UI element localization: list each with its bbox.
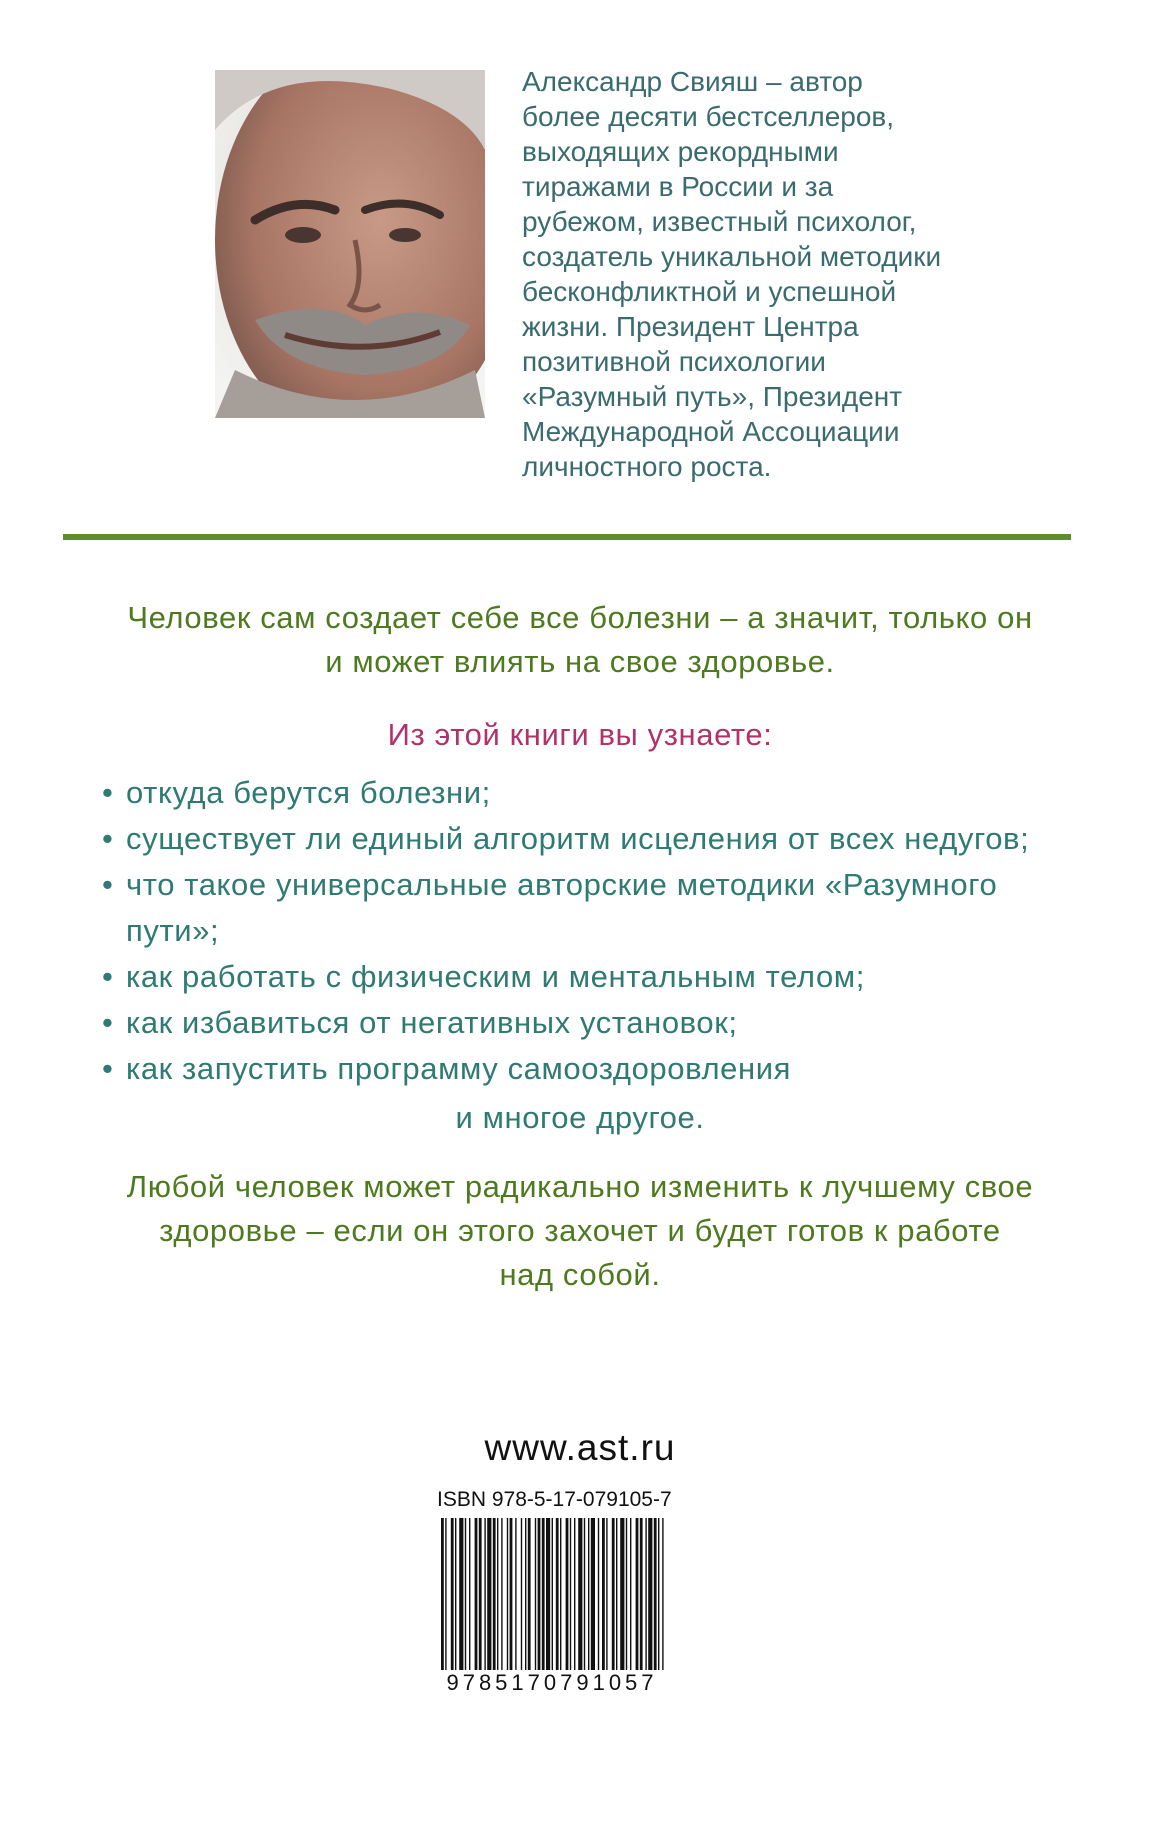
barcode-bar (654, 1518, 657, 1694)
list-item (102, 770, 1082, 816)
bullet-icon: • (102, 1051, 114, 1086)
barcode-bar (538, 1518, 541, 1694)
barcode-icon (437, 1518, 667, 1694)
barcode-bar (542, 1518, 545, 1694)
list-item (102, 816, 1082, 862)
intro-text (0, 596, 1160, 684)
list-item (102, 1046, 1082, 1092)
bullet-icon: • (102, 1005, 114, 1040)
isbn-label: ISBN 978-5-17-079105-7 (437, 1488, 672, 1511)
list-item-text: что такое универсальные авторские методики «Разумного пути»; (126, 867, 998, 948)
barcode-digits: 9785170791057 (437, 1670, 667, 1696)
barcode-bar (645, 1518, 646, 1694)
barcode-bar (636, 1518, 639, 1694)
barcode-bar (556, 1518, 559, 1694)
barcode-bar (602, 1518, 605, 1694)
list-item-text: как избавиться от негативных установок; (126, 1005, 738, 1040)
author-portrait-icon (215, 70, 485, 418)
barcode-bar (616, 1518, 617, 1694)
bullet-icon: • (102, 775, 114, 810)
green-divider (63, 534, 1071, 540)
author-photo (215, 70, 485, 418)
bio-line: тиражами в России и за (522, 171, 834, 202)
list-tail: и многое другое. (455, 1100, 705, 1135)
bio-line: личностного роста. (522, 451, 772, 482)
barcode-bar (469, 1518, 470, 1694)
barcode-bar (662, 1518, 663, 1694)
barcode-bar (612, 1518, 615, 1694)
barcode-bar (451, 1518, 454, 1694)
barcode-bar (591, 1518, 595, 1694)
barcode-bar (510, 1518, 513, 1694)
barcode-bar (620, 1518, 624, 1694)
publisher-website: www.ast.ru (484, 1427, 676, 1468)
bio-line: Международной Ассоциации (522, 416, 900, 447)
barcode-bar (487, 1518, 491, 1694)
barcode-bar (507, 1518, 508, 1694)
list-item (102, 1000, 1082, 1046)
barcode-bar (479, 1518, 482, 1694)
barcode-bar (515, 1518, 516, 1694)
barcode-bar (640, 1518, 643, 1694)
list-item-text: как запустить программу самооздоровления (126, 1051, 792, 1086)
list-item (102, 954, 1082, 1000)
author-bio (522, 64, 1082, 484)
bio-line: Александр Свияш – автор (522, 66, 863, 97)
barcode-bar (588, 1518, 589, 1694)
barcode-bar (525, 1518, 526, 1694)
isbn-barcode-block (437, 1488, 672, 1700)
list-heading: Из этой книги вы узнаете: (387, 717, 773, 752)
barcode-bar (630, 1518, 631, 1694)
barcode-bar (445, 1518, 446, 1694)
barcode-bar (566, 1518, 569, 1694)
bio-line: «Разумный путь», Президент (522, 381, 903, 412)
closing-line: здоровье – если он этого захочет и будет готов к работе (159, 1213, 1001, 1248)
bullet-icon: • (102, 959, 114, 994)
list-item-text: как работать с физическим и ментальным телом; (126, 959, 865, 994)
barcode-bar (570, 1518, 571, 1694)
barcode-bar (552, 1518, 553, 1694)
topics-list (102, 770, 1082, 1092)
bio-line: бесконфликтной и успешной (522, 276, 897, 307)
barcode-bar (465, 1518, 466, 1694)
list-item (102, 862, 1082, 954)
barcode-bar (626, 1518, 627, 1694)
barcode-bar (658, 1518, 659, 1694)
barcode-bar (648, 1518, 652, 1694)
intro-line: Человек сам создает себе все болезни – а значит, только он (127, 600, 1033, 635)
closing-text (0, 1165, 1160, 1297)
bio-line: рубежом, известный психолог, (522, 206, 917, 237)
bio-line: позитивной психологии (522, 346, 826, 377)
bio-line: выходящих рекордными (522, 136, 839, 167)
closing-line: Любой человек может радикально изменить к лучшему свое (126, 1169, 1034, 1204)
barcode-bar (475, 1518, 478, 1694)
barcode-bar (535, 1518, 536, 1694)
bio-line: более десяти бестселлеров, (522, 101, 895, 132)
barcode-bar (501, 1518, 502, 1694)
barcode-bar (528, 1518, 531, 1694)
barcode-bar (455, 1518, 456, 1694)
barcode-bar (560, 1518, 561, 1694)
bullet-icon: • (102, 821, 114, 856)
barcode-bar (606, 1518, 607, 1694)
barcode-bar (521, 1518, 522, 1694)
barcode-bar (546, 1518, 550, 1694)
list-item-text: существует ли единый алгоритм исцеления от всех недугов; (126, 821, 1030, 856)
intro-line: и может влиять на свое здоровье. (325, 644, 835, 679)
barcode-bar (459, 1518, 463, 1694)
list-item-text: откуда берутся болезни; (126, 775, 491, 810)
bullet-icon: • (102, 867, 114, 902)
barcode-bar (484, 1518, 485, 1694)
closing-line: над собой. (499, 1257, 661, 1292)
barcode-bar (578, 1518, 582, 1694)
barcode-bar (584, 1518, 585, 1694)
bio-line: жизни. Президент Центра (522, 311, 859, 342)
bio-line: создатель уникальной методики (522, 241, 942, 272)
barcode-bar (441, 1518, 444, 1694)
barcode-bar (497, 1518, 498, 1694)
barcode-bar (493, 1518, 496, 1694)
barcode-bar (598, 1518, 599, 1694)
barcode-bar (574, 1518, 575, 1694)
